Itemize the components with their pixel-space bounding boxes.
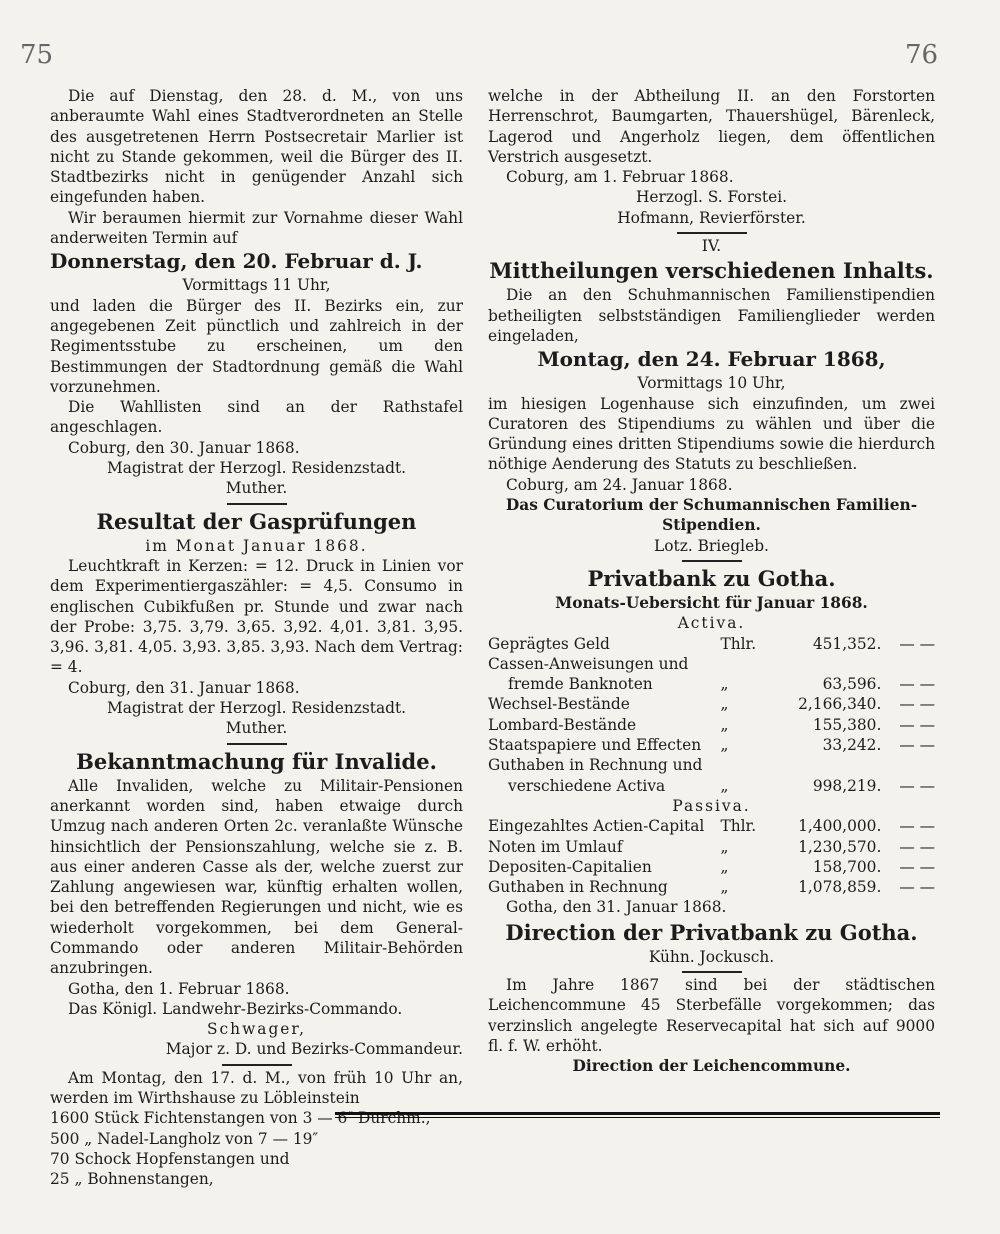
row-label: Guthaben in Rechnung — [488, 878, 668, 897]
row-currency: Thlr. — [720, 634, 757, 653]
signature: Hofmann, Revierförster. — [617, 208, 806, 227]
election-notice-text-4: Die Wahllisten sind an der Rathstafel angeschlagen. — [50, 398, 463, 437]
table-row — [488, 735, 935, 755]
row-currency: „ — [720, 878, 729, 897]
row-label: Cassen-Anweisungen und — [488, 654, 689, 673]
row-label: Lombard-Bestände — [488, 715, 637, 734]
election-notice-text: Die auf Dienstag, den 28. d. M., von uns anberaumte Wahl eines Stadtverordneten an Stelle des ausgetretenen Herrn Postsecretair Marlier ist nicht zu Stande gekommen, weil die Bürger des II. Stadtbezirks nicht in genügender Anzahl sich eingefunden haben. — [50, 87, 463, 207]
row-fraction: — — — [899, 634, 935, 653]
row-amount: 63,596. — [822, 675, 882, 694]
table-row — [488, 715, 935, 735]
table-row — [488, 694, 935, 714]
place-date: Coburg, den 30. Januar 1868. — [68, 438, 300, 457]
election-time: Vormittags 11 Uhr, — [182, 276, 331, 295]
row-fraction: — — — [899, 695, 935, 714]
table-row — [488, 654, 935, 674]
row-fraction: — — — [899, 675, 935, 694]
row-label: Guthaben in Rechnung und — [488, 756, 703, 775]
stipend-notice-text: Die an den Schuhmannischen Familienstipendien betheiligten selbstständigen Familienglieder werden eingeladen, — [488, 286, 935, 345]
gas-results-text: Leuchtkraft in Kerzen: = 12. Druck in Linien vor dem Experimentiergaszähler: = 4,5. Consumo in englischen Cubikfußen pr. Stunde und zwar nach der Probe: 3,75. 3,79. 3,65. 3,92. 4,01. 3,81. 3,95. 3,96. 3,81. 4,05. 3,93. 3,85. 3,93. Nach dem Vertrag: = 4. — [50, 556, 463, 677]
place-date: Gotha, den 1. Februar 1868. — [68, 979, 290, 998]
signature: Muther. — [225, 719, 288, 738]
authority: Magistrat der Herzogl. Residenzstadt. — [106, 699, 407, 718]
gas-results-subtitle: im Monat Januar 1868. — [145, 536, 368, 555]
divider — [682, 560, 742, 562]
row-currency: „ — [720, 695, 729, 714]
row-amount: 155,380. — [812, 715, 882, 734]
row-currency: „ — [720, 857, 729, 876]
row-currency: „ — [720, 715, 729, 734]
row-amount: 2,166,340. — [798, 695, 882, 714]
activa-heading: Activa. — [677, 614, 746, 633]
row-fraction: — — — [899, 878, 935, 897]
auction-item: 1600 Stück Fichtenstangen von 3 — 6″ Durchm., — [50, 1109, 431, 1128]
divider — [227, 743, 287, 745]
row-currency: „ — [720, 837, 729, 856]
row-amount: 1,078,859. — [798, 878, 882, 897]
row-fraction: — — — [899, 736, 935, 755]
row-label: verschiedene Activa — [508, 776, 666, 795]
row-label: Noten im Umlauf — [488, 837, 623, 856]
place-date: Coburg, am 1. Februar 1868. — [506, 168, 734, 187]
divider — [682, 971, 742, 973]
row-fraction — [881, 755, 935, 775]
authority: Magistrat der Herzogl. Residenzstadt. — [106, 459, 407, 478]
divider — [677, 232, 747, 234]
section-number: IV. — [701, 237, 722, 256]
place-date: Coburg, am 24. Januar 1868. — [506, 475, 733, 494]
auction-item: 500 „ Nadel-Langholz von 7 — 19″ — [50, 1129, 319, 1148]
row-amount: 1,400,000. — [798, 817, 882, 836]
funeral-fund-text: Im Jahre 1867 sind bei der städtischen Leichencommune 45 Sterbefälle vorgekommen; das verzinslich angelegte Reservecapital hat sich auf 9000 fl. f. W. erhöht. — [488, 975, 935, 1055]
signature: Muther. — [225, 479, 288, 498]
election-notice-text-3: und laden die Bürger des II. Bezirks ein, zur angegebenen Zeit pünctlich und zahlreich in der Regimentsstube zu erscheinen, um den Bestimmungen der Stadtordnung gemäß die Wahl vorzunehmen. — [50, 296, 463, 396]
row-amount: 451,352. — [812, 634, 882, 653]
row-label: Staatspapiere und Effecten — [488, 736, 702, 755]
divider — [222, 1064, 292, 1066]
auction-continuation: welche in der Abtheilung II. an den Forstorten Herrenschrot, Baumgarten, Thauershügel, Bärenleck, Lagerod und Angerholz liegen, dem öffentlichen Verstrich ausgesetzt. — [488, 87, 935, 166]
row-fraction: — — — [899, 776, 935, 795]
row-label: Geprägtes Geld — [488, 634, 610, 653]
table-row — [488, 877, 935, 897]
passiva-table — [488, 816, 935, 897]
invalids-text: Alle Invaliden, welche zu Militair-Pensionen anerkannt worden sind, haben etwaige durch Umzug nach anderen Orten 2c. veranlaßte Wünsche hinsichtlich der Pensionszahlung, welche sie z. B. aus einer anderen Casse als der, welche zuerst zur Zahlung angewiesen war, künftig erhalten wollen, bei den betreffenden Regierungen und nicht, wie es wiederholt vorgekommen, bei dem General-Commando oder anderen Militair-Behörden anzubringen. — [50, 776, 463, 978]
row-amount: 1,230,570. — [798, 837, 882, 856]
gas-results-title: Resultat der Gasprüfungen — [96, 508, 417, 534]
row-fraction — [881, 654, 935, 674]
right-column — [488, 86, 935, 1076]
auction-item: 70 Schock Hopfenstangen und — [50, 1149, 290, 1168]
row-amount — [770, 755, 882, 775]
place-date: Gotha, den 31. Januar 1868. — [506, 898, 727, 917]
page-number-right: 76 — [905, 40, 939, 70]
signatures: Kühn. Jockusch. — [648, 947, 775, 966]
table-row — [488, 755, 935, 775]
auction-text: Am Montag, den 17. d. M., von früh 10 Uhr an, werden im Wirthshause zu Löbleinstein — [50, 1068, 463, 1108]
row-currency: „ — [720, 675, 729, 694]
bank-title: Privatbank zu Gotha. — [587, 565, 836, 591]
row-fraction: — — — [899, 837, 935, 856]
authority: Herzogl. S. Forstei. — [635, 188, 788, 207]
bank-subtitle: Monats-Uebersicht für Januar 1868. — [555, 593, 868, 612]
row-label: fremde Banknoten — [508, 675, 653, 694]
table-row — [488, 837, 935, 857]
row-label: Depositen-Capitalien — [488, 857, 652, 876]
table-row — [488, 634, 935, 654]
row-currency: „ — [720, 736, 729, 755]
row-currency — [720, 654, 769, 674]
row-fraction: — — — [899, 715, 935, 734]
divider — [227, 503, 287, 505]
row-amount: 33,242. — [822, 736, 882, 755]
election-date: Donnerstag, den 20. Februar d. J. — [50, 249, 423, 274]
passiva-heading: Passiva. — [672, 796, 751, 815]
row-amount — [770, 654, 882, 674]
row-fraction: — — — [899, 817, 935, 836]
row-amount: 998,219. — [812, 776, 882, 795]
table-row — [488, 674, 935, 694]
auction-item: 25 „ Bohnenstangen, — [50, 1170, 214, 1189]
page-number-left: 75 — [20, 40, 54, 70]
invalids-title: Bekanntmachung für Invalide. — [76, 748, 437, 774]
authority: Das Königl. Landwehr-Bezirks-Commando. — [68, 999, 403, 1018]
table-row — [488, 816, 935, 836]
place-date: Coburg, den 31. Januar 1868. — [68, 678, 300, 697]
authority: Direction der Leichencommune. — [572, 1057, 851, 1076]
table-row — [488, 857, 935, 877]
authority: Direction der Privatbank zu Gotha. — [505, 919, 918, 945]
signatures: Lotz. Briegleb. — [654, 536, 769, 555]
meeting-time: Vormittags 10 Uhr, — [637, 374, 786, 393]
stipend-notice-text-2: im hiesigen Logenhause sich einzufinden, um zwei Curatoren des Stipendiums zu wählen und über die Gründung eines dritten Stipendiums sowie die hierdurch nöthige Aenderung des Statuts zu beschließen. — [488, 394, 935, 474]
row-label: Eingezahltes Actien-Capital — [488, 817, 705, 836]
section-title: Mittheilungen verschiedenen Inhalts. — [489, 258, 934, 284]
table-row — [488, 776, 935, 796]
row-currency: „ — [720, 776, 729, 795]
row-amount: 158,700. — [812, 857, 882, 876]
row-label: Wechsel-Bestände — [488, 695, 630, 714]
signature-role: Major z. D. und Bezirks-Commandeur. — [165, 1040, 463, 1059]
election-notice-text-2: Wir beraumen hiermit zur Vornahme dieser Wahl anderweiten Termin auf — [50, 208, 463, 248]
signature: Schwager, — [207, 1020, 306, 1039]
authority: Das Curatorium der Schumannischen Familien-Stipendien. — [505, 496, 918, 535]
activa-table — [488, 634, 935, 796]
meeting-date: Montag, den 24. Februar 1868, — [537, 347, 886, 372]
closing-rule — [335, 1112, 940, 1118]
row-fraction: — — — [899, 857, 935, 876]
left-column — [50, 86, 463, 1190]
row-currency — [720, 755, 769, 775]
row-currency: Thlr. — [720, 817, 757, 836]
